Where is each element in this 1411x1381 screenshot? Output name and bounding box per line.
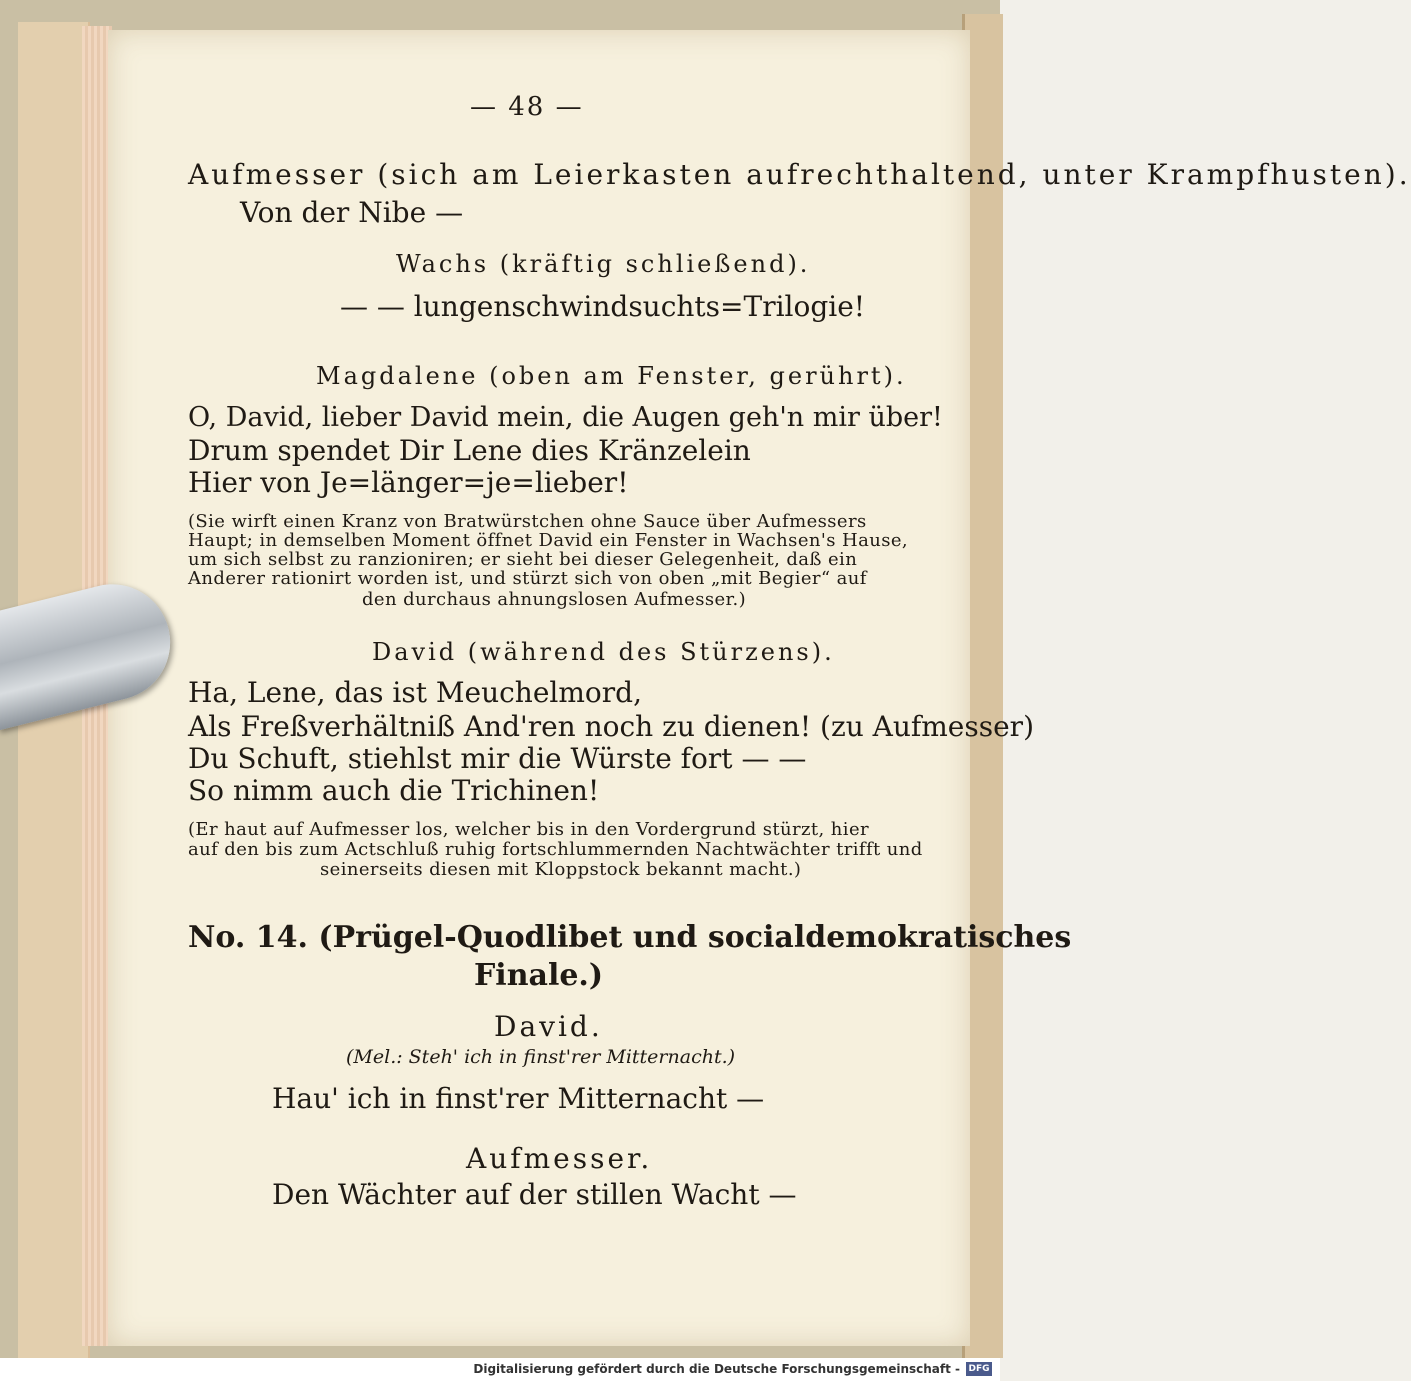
verse-line: Drum spendet Dir Lene dies Kränzelein (188, 434, 751, 467)
speaker-line: David (während des Stürzens). (372, 638, 835, 666)
stage-direction-line: Anderer rationirt worden ist, und stürzt sich von oben „mit Begier“ auf (188, 568, 867, 589)
verse-line: Den Wächter auf der stillen Wacht — (272, 1178, 797, 1211)
footer-credit: Digitalisierung gefördert durch die Deutsche Forschungsgemeinschaft - (473, 1362, 960, 1376)
verse-line: Von der Nibe — (240, 196, 464, 229)
dfg-logo: DFG (966, 1362, 992, 1376)
melody-note: (Mel.: Steh' ich in finst'rer Mitternacht.) (346, 1046, 736, 1068)
speaker-line: Aufmesser. (466, 1142, 653, 1175)
section-title: Finale.) (474, 958, 604, 993)
page-number: — 48 — (470, 92, 584, 122)
stage-direction-line: auf den bis zum Actschluß ruhig fortschlummernden Nachtwächter trifft und (188, 839, 923, 860)
speaker-line: David. (494, 1010, 603, 1043)
footer-bar (0, 1358, 1000, 1381)
stage-direction-line: den durchaus ahnungslosen Aufmesser.) (362, 589, 747, 610)
verse-line: So nimm auch die Trichinen! (188, 774, 600, 807)
speaker-line: Aufmesser (sich am Leierkasten aufrechthaltend, unter Krampfhusten). (188, 158, 1411, 191)
stage-direction-line: Haupt; in demselben Moment öffnet David ein Fenster in Wachsen's Hause, (188, 530, 909, 551)
verse-line: — — lungenschwindsuchts=Trilogie! (340, 290, 866, 323)
stage-direction-line: um sich selbst zu ranzioniren; er sieht bei dieser Gelegenheit, daß ein (188, 549, 858, 570)
section-title: No. 14. (Prügel-Quodlibet und socialdemokratisches (188, 920, 1072, 955)
verse-line: Hau' ich in finst'rer Mitternacht — (272, 1082, 765, 1115)
speaker-line: Magdalene (oben am Fenster, gerührt). (316, 362, 907, 390)
stage-direction-line: seinerseits diesen mit Kloppstock bekannt macht.) (320, 859, 802, 880)
stage-direction-line: (Sie wirft einen Kranz von Bratwürstchen ohne Sauce über Aufmessers (188, 511, 867, 532)
stage-direction-line: (Er haut auf Aufmesser los, welcher bis in den Vordergrund stürzt, hier (188, 819, 869, 840)
verse-line: Hier von Je=länger=je=lieber! (188, 466, 629, 499)
verse-line: Ha, Lene, das ist Meuchelmord, (188, 676, 642, 709)
verse-line: O, David, lieber David mein, die Augen geh'n mir über! (188, 402, 943, 433)
verse-line: Als Freßverhältniß And'ren noch zu dienen! (zu Aufmesser) (188, 710, 1034, 743)
speaker-line: Wachs (kräftig schließend). (396, 250, 811, 278)
verse-line: Du Schuft, stiehlst mir die Würste fort — — (188, 742, 807, 775)
